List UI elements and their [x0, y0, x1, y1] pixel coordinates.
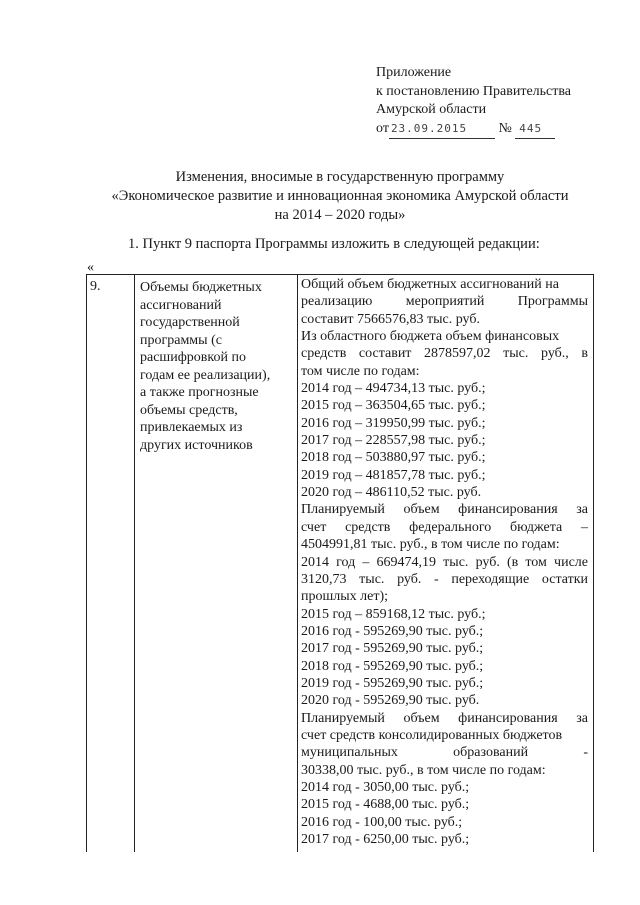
content-line: 2017 год - 595269,90 тыс. руб.;: [301, 641, 484, 657]
appendix-header: [376, 64, 571, 139]
label-text: [140, 279, 292, 454]
title-line-3: на 2014 – 2020 годы»: [274, 207, 406, 223]
content-text: [301, 276, 588, 848]
content-line: 2014 год – 494734,13 тыс. руб.;: [301, 381, 486, 397]
label-line: ассигнований: [140, 297, 222, 313]
label-line: других источников: [140, 437, 253, 453]
content-line: 2018 год - 595269,90 тыс. руб.;: [301, 658, 484, 674]
document-title: [80, 168, 600, 225]
appendix-line-2: к постановлению Правительства: [376, 83, 572, 99]
content-line: 2019 год - 595269,90 тыс. руб.;: [301, 675, 484, 691]
content-line: средств составит 2878597,02 тыс. руб., в: [301, 346, 588, 362]
program-table: [86, 274, 594, 852]
content-line: 2014 год - 3050,00 тыс. руб.;: [301, 779, 470, 795]
content-line: 2015 год – 859168,12 тыс. руб.;: [301, 606, 486, 622]
open-quote: «: [87, 260, 94, 275]
label-line: расшифровкой по: [140, 350, 246, 365]
label-line: Объемы бюджетных: [140, 280, 262, 295]
content-line: 2015 год – 363504,65 тыс. руб.;: [301, 398, 486, 414]
content-line: 2017 год - 6250,00 тыс. руб.;: [301, 832, 470, 847]
label-line: годам ее реализации),: [140, 367, 271, 383]
title-line-1: Изменения, вносимые в государственную программу: [175, 169, 505, 185]
content-line: 4504991,81 тыс. руб., в том числе по годам:: [301, 537, 560, 553]
date-value: 23.09.2015: [389, 120, 495, 140]
content-line: Общий объем бюджетных ассигнований на: [301, 277, 559, 292]
content-line: 30338,00 тыс. руб., в том числе по годам:: [301, 762, 546, 778]
content-line: том числе по годам:: [301, 363, 420, 379]
content-line: составит 7566576,83 тыс. руб.: [301, 311, 480, 327]
label-cell: [135, 275, 298, 852]
title-line-2: «Экономическое развитие и инновационная экономика Амурской области: [111, 188, 569, 204]
label-line: а также прогнозные: [140, 385, 259, 400]
content-line: 2019 год – 481857,78 тыс. руб.;: [301, 467, 486, 483]
intro-paragraph: 1. Пункт 9 паспорта Программы изложить в следующей редакции:: [128, 236, 540, 252]
number-value: 445: [515, 120, 555, 140]
content-line: 2020 год – 486110,52 тыс. руб.: [301, 485, 482, 501]
content-line: 2018 год – 503880,97 тыс. руб.;: [301, 450, 486, 466]
content-line: 2016 год – 319950,99 тыс. руб.;: [301, 415, 486, 431]
content-line: прошлых лет);: [301, 589, 389, 605]
label-line: привлекаемых из: [140, 420, 243, 435]
appendix-title: Приложение: [376, 65, 452, 80]
content-line: 2017 год – 228557,98 тыс. руб.;: [301, 433, 486, 449]
content-line: 2020 год - 595269,90 тыс. руб.: [301, 693, 480, 709]
label-line: программы (с: [140, 332, 222, 348]
content-line: 2015 год - 4688,00 тыс. руб.;: [301, 797, 470, 813]
content-line: Из областного бюджета объем финансовых: [301, 329, 560, 345]
label-line: объемы средств,: [140, 402, 238, 418]
row-number: 9.: [90, 279, 101, 294]
content-line: Планируемый объем финансирования за: [301, 710, 588, 726]
appendix-line-3: Амурской области: [376, 102, 487, 117]
content-line: муниципальных образований -: [301, 745, 588, 761]
appendix-date-line: [376, 120, 571, 140]
row-number-cell: [87, 275, 135, 852]
content-line: счет средств федерального бюджета –: [301, 519, 588, 535]
date-prefix: от: [376, 120, 389, 136]
content-line: 2014 год – 669474,19 тыс. руб. (в том числе: [301, 554, 588, 570]
content-line: счет средств консолидированных бюджетов: [301, 727, 563, 743]
content-line: реализацию мероприятий Программы: [301, 294, 588, 310]
content-line: 3120,73 тыс. руб. - переходящие остатки: [301, 571, 588, 587]
content-line: Планируемый объем финансирования за: [301, 502, 588, 518]
content-line: 2016 год - 595269,90 тыс. руб.;: [301, 623, 484, 639]
label-line: государственной: [140, 315, 240, 330]
number-prefix: №: [498, 120, 512, 136]
content-line: 2016 год - 100,00 тыс. руб.;: [301, 814, 463, 830]
content-cell: [298, 275, 593, 852]
